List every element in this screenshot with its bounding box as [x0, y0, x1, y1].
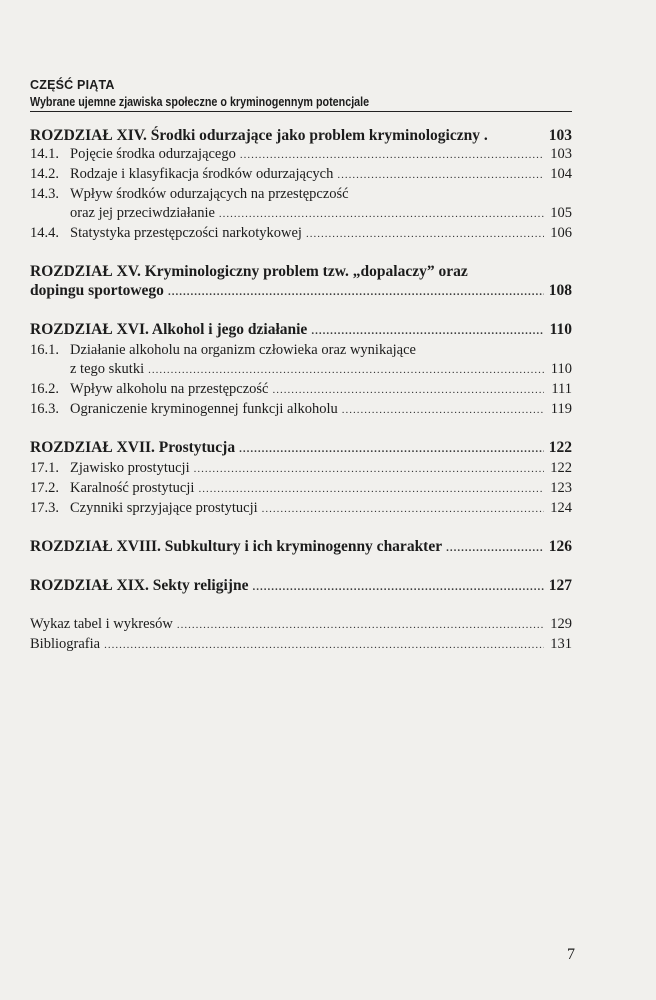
toc-chapter-entry[interactable] [30, 438, 572, 459]
toc-entry-title: Wpływ środków odurzających na przestępczość [70, 186, 349, 202]
toc-entry-page: 129 [550, 616, 572, 632]
toc-entry-number: 17.1. [30, 460, 59, 476]
toc-leader-dots [262, 499, 544, 519]
toc-entry-number: 16.2. [30, 381, 59, 397]
toc-leader-dots [148, 360, 544, 380]
toc-entry-title: ROZDZIAŁ XVII. Prostytucja [30, 439, 236, 456]
toc-entry-title: Bibliografia [30, 636, 101, 652]
toc-leader-dots [198, 479, 544, 499]
toc-section-entry[interactable] [30, 615, 572, 635]
toc-entry-number: 17.3. [30, 500, 59, 516]
toc-section-entry[interactable] [30, 341, 572, 360]
toc-entry-title: Statystyka przestępczości narkotykowej [70, 225, 302, 241]
toc-entry-title: ROZDZIAŁ XIV. Środki odurzające jako problem kryminologiczny . [30, 127, 488, 144]
toc-leader-dots [240, 145, 544, 165]
toc-entry-page: 124 [550, 500, 572, 516]
toc-entry-page: 110 [549, 321, 572, 338]
toc-chapter-entry[interactable] [30, 537, 572, 558]
toc-leader-dots [177, 615, 544, 635]
toc-entry-title: ROZDZIAŁ XVI. Alkohol i jego działanie [30, 321, 308, 338]
toc-entry-page: 127 [548, 577, 572, 594]
toc-entry-page: 105 [550, 205, 572, 221]
toc-section-entry[interactable] [30, 635, 572, 655]
toc-section-entry[interactable] [30, 360, 572, 380]
toc-entry-title: ROZDZIAŁ XV. Kryminologiczny problem tzw. „dopalaczy” oraz [30, 263, 468, 280]
toc-chapter-entry[interactable] [30, 262, 572, 281]
toc-entry-page: 122 [550, 460, 572, 476]
toc-chapter-entry[interactable] [30, 576, 572, 597]
toc-entry-page: 119 [550, 401, 572, 417]
toc-entry-title: oraz jej przeciwdziałanie [70, 205, 215, 221]
toc-entry-title: Zjawisko prostytucji [70, 460, 190, 476]
toc-leader-dots [239, 438, 544, 459]
toc-gap [30, 519, 572, 537]
toc-gap [30, 302, 572, 320]
header-rule [30, 111, 572, 112]
part-label: CZĘŚĆ PIĄTA [30, 78, 115, 92]
toc-section-entry[interactable] [30, 185, 572, 204]
toc-leader-dots [104, 635, 544, 655]
toc-entry-page: 106 [550, 225, 572, 241]
toc-leader-dots [311, 320, 544, 341]
toc-entry-number: 14.2. [30, 166, 59, 182]
part-title: Wybrane ujemne zjawiska społeczne o kryminogennym potencjale [30, 95, 370, 109]
toc-entry-title: dopingu sportowego [30, 282, 164, 299]
toc-leader-dots [273, 380, 545, 400]
toc-entry-title: Wykaz tabel i wykresów [30, 616, 173, 632]
toc-gap [30, 558, 572, 576]
toc-entry-page: 110 [550, 361, 572, 377]
toc-gap [30, 420, 572, 438]
toc-section-entry[interactable] [30, 165, 572, 185]
toc-leader-dots [219, 204, 544, 224]
toc-section-entry[interactable] [30, 224, 572, 244]
toc-section-entry[interactable] [30, 380, 572, 400]
toc-entry-number: 16.1. [30, 342, 59, 358]
toc-leader-dots [337, 165, 544, 185]
toc-section-entry[interactable] [30, 479, 572, 499]
toc-entry-number: 14.1. [30, 146, 59, 162]
part-heading [30, 78, 572, 109]
toc-entry-title: Wpływ alkoholu na przestępczość [70, 381, 269, 397]
toc-chapter-entry[interactable] [30, 281, 572, 302]
toc-section-entry[interactable] [30, 459, 572, 479]
toc-section-entry[interactable] [30, 204, 572, 224]
toc-entry-number: 16.3. [30, 401, 59, 417]
toc-leader-dots [252, 576, 544, 597]
toc-entry-title: Ograniczenie kryminogennej funkcji alkoholu [70, 401, 338, 417]
toc-entry-page: 122 [548, 439, 572, 456]
toc-entry-title: Rodzaje i klasyfikacja środków odurzających [70, 166, 334, 182]
toc-entry-title: ROZDZIAŁ XVIII. Subkultury i ich kryminogenny charakter [30, 538, 443, 555]
toc-entry-title: Karalność prostytucji [70, 480, 195, 496]
toc-entry-page: 103 [550, 146, 572, 162]
toc-entry-page: 111 [551, 381, 572, 397]
toc-chapter-entry[interactable] [30, 320, 572, 341]
toc-section-entry[interactable] [30, 400, 572, 420]
toc-leader-dots [446, 537, 544, 558]
toc-section-entry[interactable] [30, 145, 572, 165]
toc-leader-dots [342, 400, 544, 420]
page-number: 7 [567, 946, 575, 963]
toc-leader-dots [306, 224, 544, 244]
toc-entry-title: Działanie alkoholu na organizm człowieka oraz wynikające [70, 342, 416, 358]
toc-entry-title: Pojęcie środka odurzającego [70, 146, 236, 162]
toc-entry-page: 104 [550, 166, 572, 182]
toc-entry-number: 17.2. [30, 480, 59, 496]
toc-section-entry[interactable] [30, 499, 572, 519]
toc-leader-dots [194, 459, 544, 479]
toc-gap [30, 244, 572, 262]
toc-entry-number: 14.4. [30, 225, 59, 241]
table-of-contents [30, 126, 572, 655]
toc-entry-title: ROZDZIAŁ XIX. Sekty religijne [30, 577, 249, 594]
toc-entry-page: 123 [550, 480, 572, 496]
toc-leader-dots [168, 281, 544, 302]
toc-entry-page: 131 [550, 636, 572, 652]
toc-entry-page: 103 [548, 127, 572, 144]
toc-entry-page: 108 [548, 282, 572, 299]
toc-gap [30, 597, 572, 615]
toc-entry-title: z tego skutki [70, 361, 145, 377]
toc-entry-title: Czynniki sprzyjające prostytucji [70, 500, 258, 516]
toc-entry-page: 126 [548, 538, 572, 555]
toc-entry-number: 14.3. [30, 186, 59, 202]
toc-chapter-entry[interactable] [30, 126, 572, 145]
